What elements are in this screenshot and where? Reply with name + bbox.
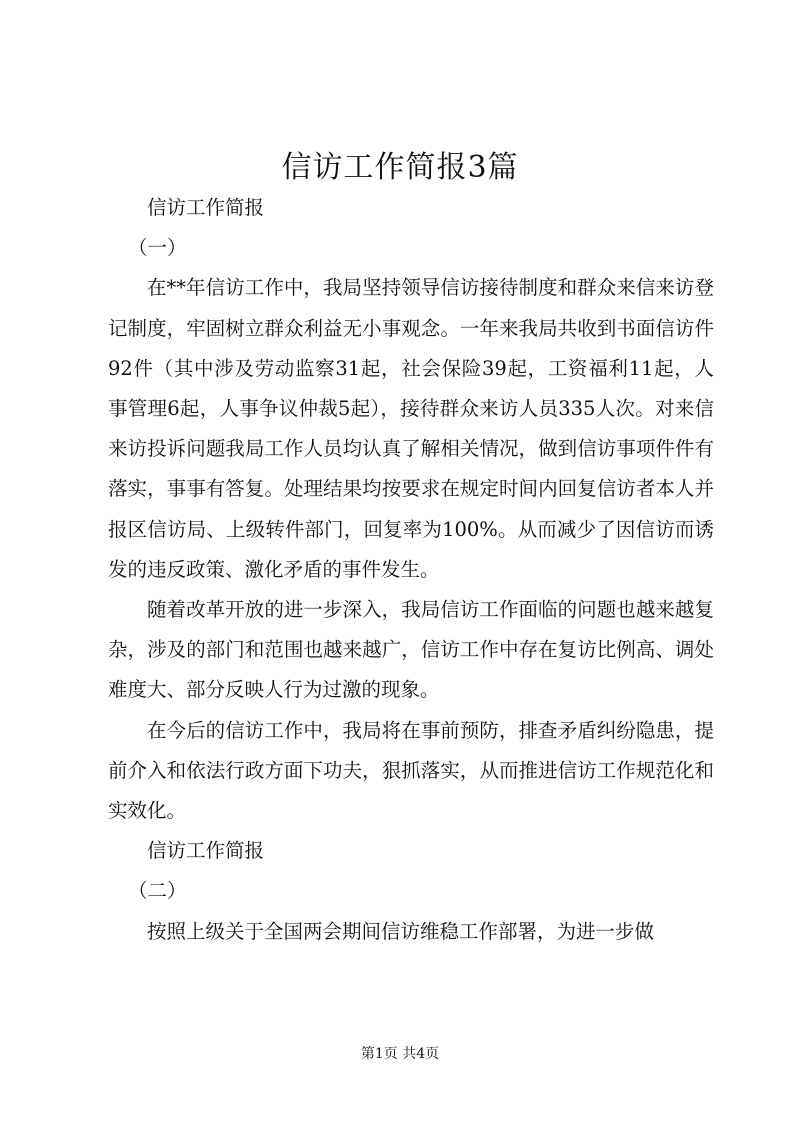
paragraph: 在**年信访工作中，我局坚持领导信访接待制度和群众来信来访登记制度，牢固树立群众利益无小事观念。一年来我局共收到书面信访件92件（其中涉及劳动监察31起，社会保险39起，工资福利11起，人事管理6起，人事争议仲裁5起），接待群众来访人员335人次。对来信来访投诉问题我局工作人员均认真了解相关情况，做到信访事项件件有落实，事事有答复。处理结果均按要求在规定时间内回复信访者本人并报区信访局、上级转件部门，回复率为100%。从而减少了因信访而诱发的违反政策、激化矛盾的事件发生。 bbox=[108, 276, 714, 581]
paragraph: 按照上级关于全国两会期间信访维稳工作部署，为进一步做 bbox=[147, 919, 655, 943]
section-heading: 信访工作简报 bbox=[147, 839, 265, 863]
section-heading: 信访工作简报 bbox=[147, 196, 265, 219]
paragraph: 在今后的信访工作中，我局将在事前预防，排查矛盾纠纷隐患，提前介入和依法行政方面下功夫，狠抓落实，从而推进信访工作规范化和实效化。 bbox=[108, 718, 714, 823]
paragraph: 随着改革开放的进一步深入，我局信访工作面临的问题也越来越复杂，涉及的部门和范围也越来越广，信访工作中存在复访比例高、调处难度大、部分反映人行为过激的现象。 bbox=[108, 598, 714, 702]
page-footer: 第1页 共4页 bbox=[360, 1046, 440, 1062]
section-number: （二） bbox=[128, 879, 187, 903]
document-title: 信访工作简报3篇 bbox=[281, 150, 519, 185]
document-body bbox=[108, 188, 714, 952]
section-number: （一） bbox=[128, 236, 187, 260]
